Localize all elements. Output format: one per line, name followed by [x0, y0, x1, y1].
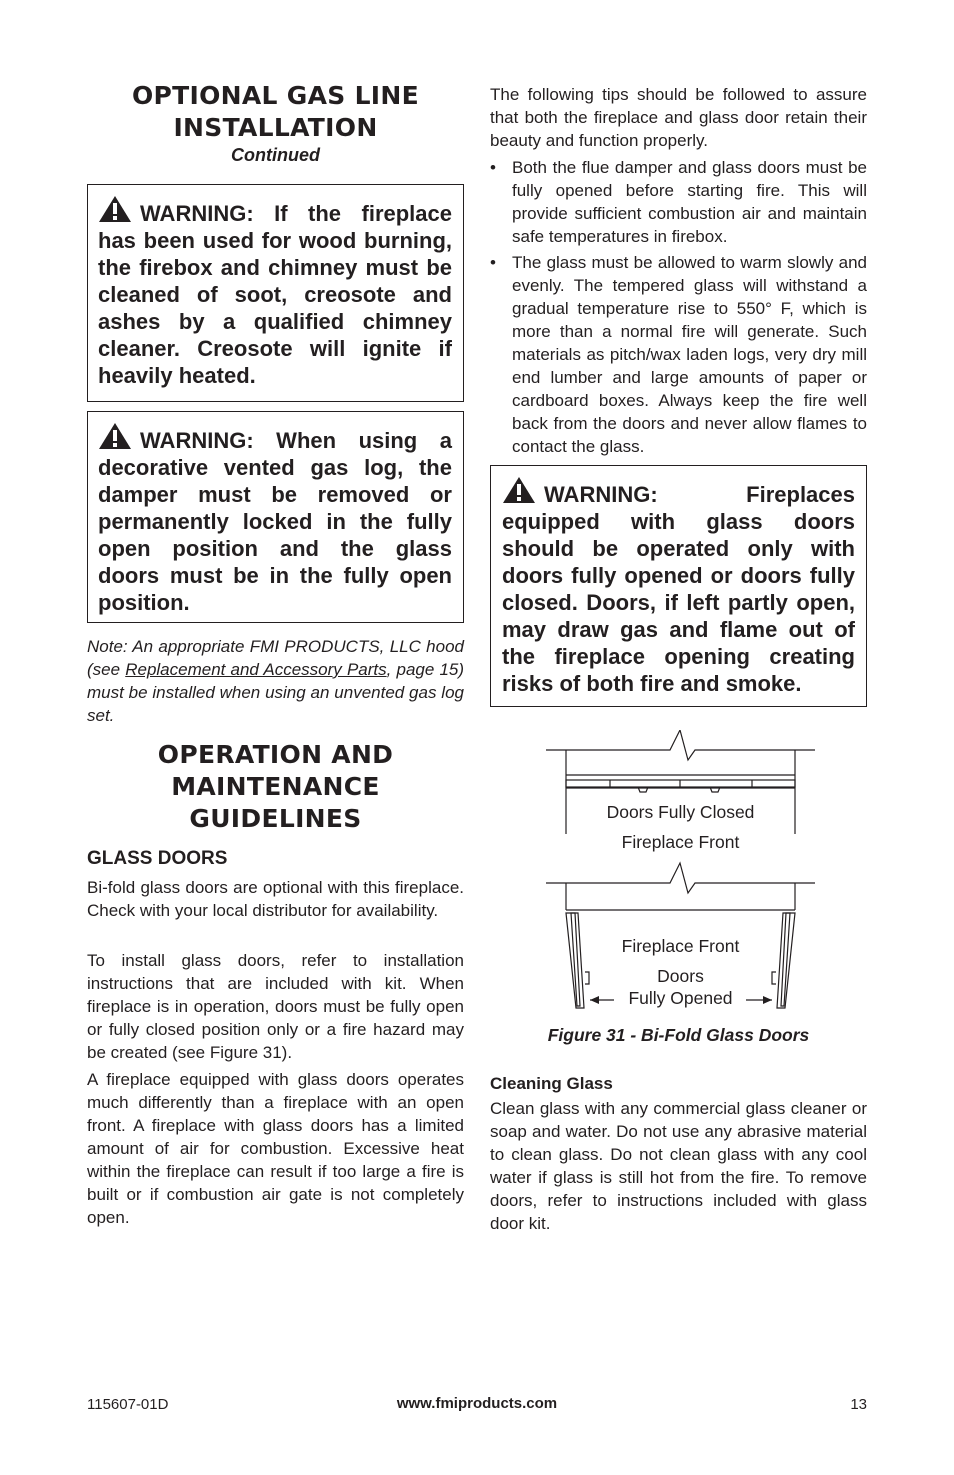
list-item-text: Both the flue damper and glass doors must be fully opened before starting fire. This will provide sufficient combustion air and maintain safe temperatures in firebox.: [512, 158, 867, 246]
paragraph-operation: A fireplace equipped with glass doors operates much differently than a fireplace with an open front. A fireplace with glass doors has a limited amount of air for combustion. Excessive heat within the fireplace can result if too large a fire is built or if combustion air gate is not completely open.: [87, 1070, 464, 1227]
note-hood: [87, 635, 464, 727]
label-fireplace-front-bottom: Fireplace Front: [621, 936, 740, 956]
figure-caption: Figure 31 - Bi-Fold Glass Doors: [547, 1025, 810, 1045]
bullet: •: [490, 158, 496, 177]
note-text: , page 15) must be installed when using an unvented gas log set.: [87, 660, 465, 725]
section-title-gas-line: [87, 80, 464, 144]
glass-doors-heading: GLASS DOORS: [87, 848, 228, 869]
warning-text: WARNING: Fireplaces equipped with glass doors should be operated only with doors fully opened or doors fully closed. Doors, if left partly open, may draw gas and flame out of the fireplace opening creating risks of both fire and smoke.: [502, 482, 855, 696]
warning-box-vented-log: [87, 411, 464, 623]
section-title-line: MAINTENANCE: [171, 772, 380, 801]
warning-triangle-icon: [502, 476, 536, 504]
list-item: [490, 251, 867, 458]
paragraph-installation: To install glass doors, refer to installation instructions that are included with kit. When fireplace is in operation, doors must be fully open or fully closed position only or a fire hazard may be created (see Figure 31).: [87, 951, 464, 1062]
section-title-operation: [87, 739, 464, 835]
section-title-line: OPERATION AND: [157, 740, 394, 769]
label-fireplace-front-top: Fireplace Front: [621, 832, 740, 852]
tips-intro: The following tips should be followed to assure that both the fireplace and glass door retain their beauty and function properly.: [490, 85, 867, 150]
figure-bifold-doors: [490, 730, 867, 1020]
paragraph-cleaning: Clean glass with any commercial glass cleaner or soap and water. Do not use any abrasive material to clean glass. Do not clean glass with any cool water if glass is still hot from the fire. To remove doors, refer to instructions included with glass door kit.: [490, 1099, 867, 1233]
section-title-line: GUIDELINES: [189, 804, 362, 833]
warning-box-wood-burning: [87, 184, 464, 402]
warning-text: WARNING: If the fireplace has been used for wood burning, the firebox and chimney must be cleaned of soot, creosote and ashes by a qualified chimney cleaner. Creosote will ignite if heavily heated.: [98, 201, 452, 388]
warning-box-glass-doors: [490, 465, 867, 707]
warning-text: WARNING: When using a decorative vented gas log, the damper must be removed or permanently locked in the fully open position and the glass doors must be in the fully open position.: [98, 428, 452, 615]
list-item: [490, 156, 867, 248]
section-title-line: OPTIONAL GAS LINE: [132, 81, 419, 110]
paragraph-availability: Bi-fold glass doors are optional with this fireplace. Check with your local distributor for availability.: [87, 878, 464, 920]
warning-triangle-icon: [98, 195, 132, 223]
tips-list: [490, 156, 867, 461]
label-doors: Doors: [657, 966, 704, 986]
bullet: •: [490, 253, 496, 272]
page-number: 13: [850, 1396, 867, 1413]
cleaning-glass-heading: Cleaning Glass: [490, 1074, 613, 1093]
label-doors-closed: Doors Fully Closed: [606, 802, 755, 822]
doc-number: 115607-01D: [87, 1396, 169, 1413]
note-text: Note: An appropriate FMI PRODUCTS, LLC hood (see: [87, 637, 464, 679]
label-fully-opened: Fully Opened: [628, 988, 733, 1008]
section-title-line: INSTALLATION: [173, 113, 378, 142]
replacement-parts-link[interactable]: Replacement and Accessory Parts: [125, 660, 387, 679]
warning-triangle-icon: [98, 422, 132, 450]
website-link[interactable]: www.fmiproducts.com: [396, 1395, 558, 1412]
list-item-text: The glass must be allowed to warm slowly and evenly. The tempered glass will withstand a gradual temperature rise to 550° F, which is more than a normal fire will generate. Such materials as pitch/wax laden logs, very dry mill end lumber and large amounts of paper or cardboard boxes. Always keep the fire well back from the doors and never allow flames to contact the glass.: [512, 253, 867, 456]
continued-label: Continued: [231, 145, 320, 165]
